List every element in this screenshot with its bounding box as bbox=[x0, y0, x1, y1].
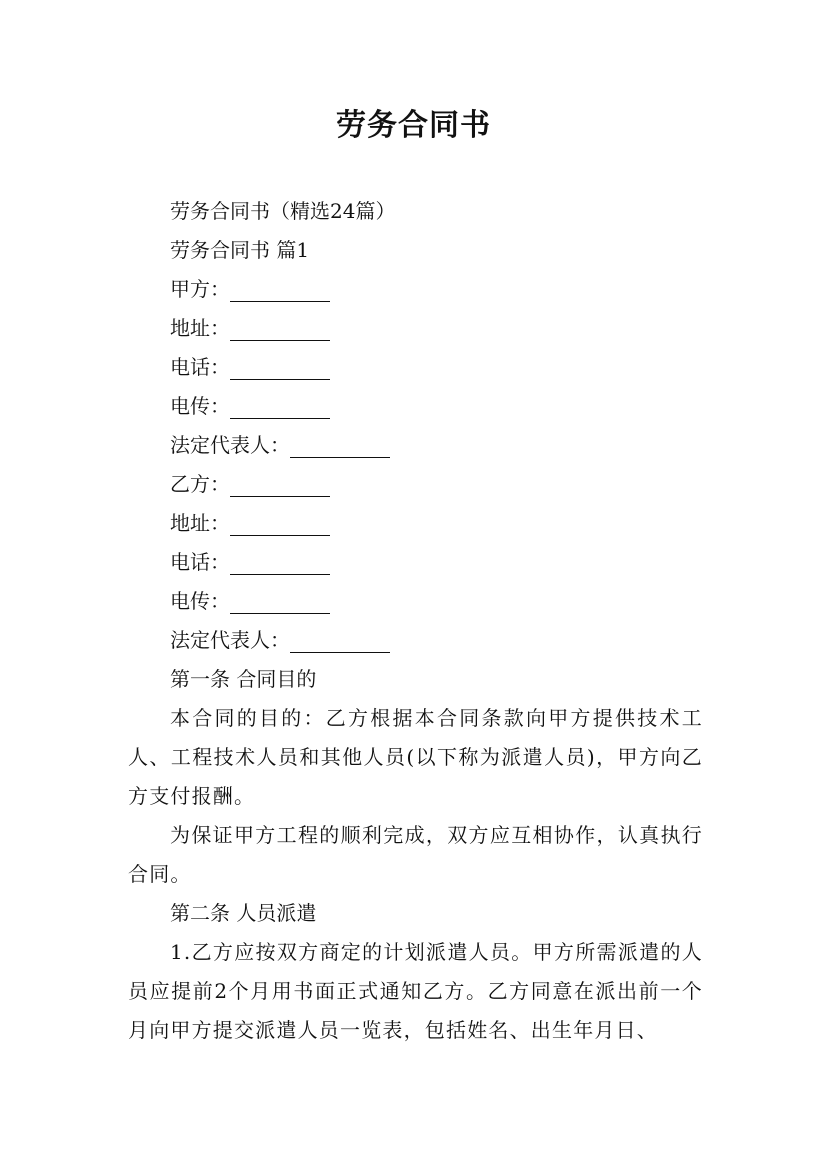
party-b-phone-field bbox=[128, 543, 703, 582]
field-label: 电传： bbox=[170, 394, 230, 418]
document-subtitle: 劳务合同书（精选24篇） bbox=[170, 199, 396, 223]
party-a-rep-field bbox=[128, 426, 703, 465]
document-body bbox=[128, 192, 703, 1050]
party-b-address-field bbox=[128, 504, 703, 543]
field-label: 甲方： bbox=[170, 277, 230, 301]
party-a-field bbox=[128, 270, 703, 309]
field-label: 法定代表人： bbox=[170, 433, 290, 457]
blank-line bbox=[290, 628, 390, 653]
field-label: 电话： bbox=[170, 355, 230, 379]
party-b-telex-field bbox=[128, 582, 703, 621]
field-label: 电传： bbox=[170, 589, 230, 613]
field-label: 乙方： bbox=[170, 472, 230, 496]
field-label: 地址： bbox=[170, 511, 230, 535]
article-1-heading: 第一条 合同目的 bbox=[170, 667, 317, 691]
blank-line bbox=[290, 433, 390, 458]
blank-line bbox=[230, 589, 330, 614]
blank-line bbox=[230, 511, 330, 536]
party-a-address-field bbox=[128, 309, 703, 348]
article-1-paragraph-2: 为保证甲方工程的顺利完成，双方应互相协作，认真执行合同。 bbox=[128, 823, 703, 886]
field-label: 法定代表人： bbox=[170, 628, 290, 652]
article-2-paragraph-1: 1.乙方应按双方商定的计划派遣人员。甲方所需派遣的人员应提前2个月用书面正式通知乙方。乙方同意在派出前一个月向甲方提交派遣人员一览表，包括姓名、出生年月日、 bbox=[128, 940, 703, 1042]
party-b-field bbox=[128, 465, 703, 504]
blank-line bbox=[230, 394, 330, 419]
field-label: 电话： bbox=[170, 550, 230, 574]
field-label: 地址： bbox=[170, 316, 230, 340]
blank-line bbox=[230, 550, 330, 575]
blank-line bbox=[230, 355, 330, 380]
document-title: 劳务合同书 bbox=[336, 108, 491, 143]
party-a-telex-field bbox=[128, 387, 703, 426]
blank-line bbox=[230, 316, 330, 341]
article-2-heading: 第二条 人员派遣 bbox=[170, 901, 317, 925]
section-title: 劳务合同书 篇1 bbox=[170, 238, 310, 262]
blank-line bbox=[230, 472, 330, 497]
article-1-paragraph-1: 本合同的目的：乙方根据本合同条款向甲方提供技术工人、工程技术人员和其他人员(以下称为派遣人员)，甲方向乙方支付报酬。 bbox=[128, 706, 703, 808]
party-b-rep-field bbox=[128, 621, 703, 660]
blank-line bbox=[230, 277, 330, 302]
party-a-phone-field bbox=[128, 348, 703, 387]
